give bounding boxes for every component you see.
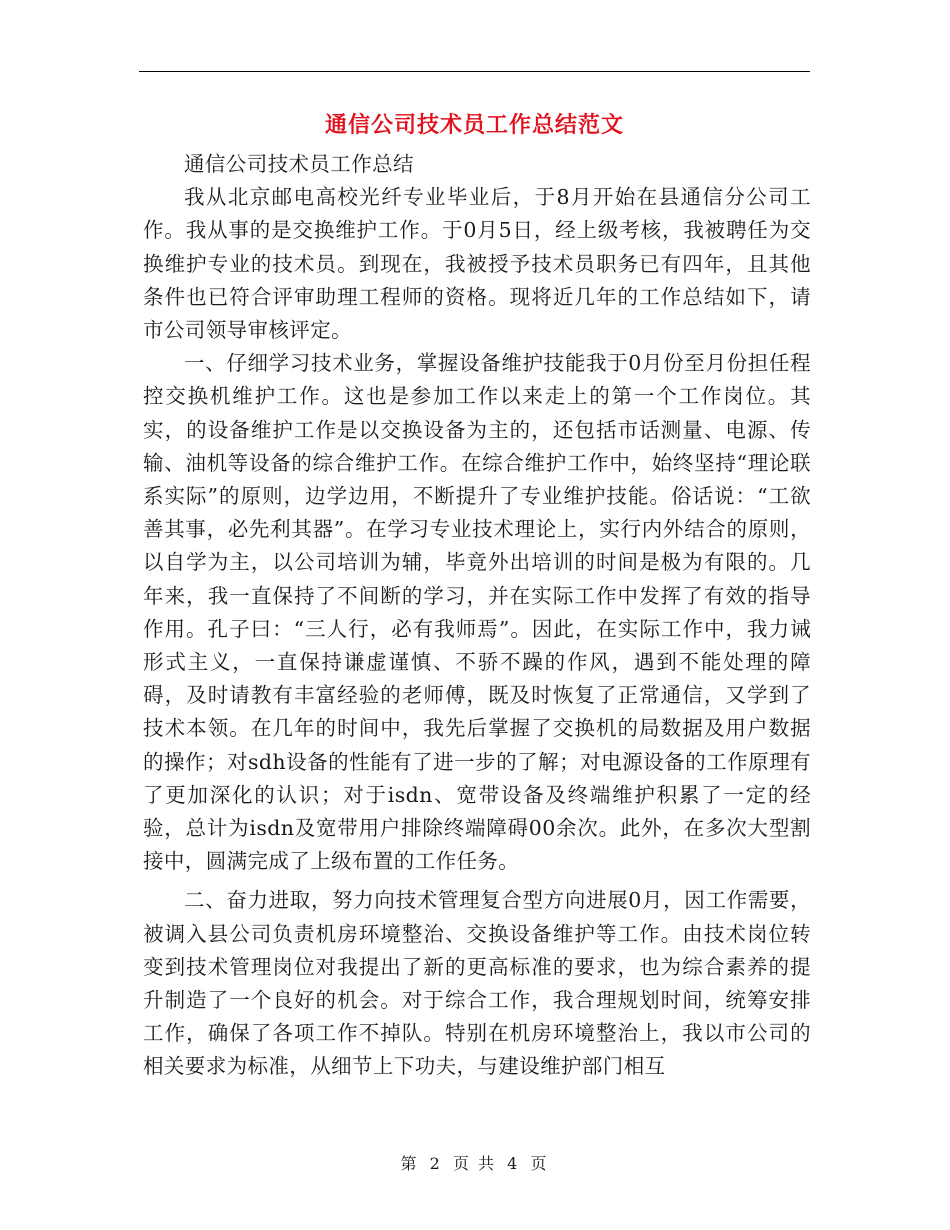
paragraph-section-one: 一、仔细学习技术业务，掌握设备维护技能我于0月份至月份担任程控交换机维护工作。这也是参加工作以来走上的第一个工作岗位。其实，的设备维护工作是以交换设备为主的，还包括市话测量、电源、传输、油机等设备的综合维护工作。在综合维护工作中，始终坚持“理论联系实际”的原则，边学边用，不断提升了专业维护技能。俗话说：“工欲善其事，必先利其器”。在学习专业技术理论上，实行内外结合的原则，以自学为主，以公司培训为辅，毕竟外出培训的时间是极为有限的。几年来，我一直保持了不间断的学习，并在实际工作中发挥了有效的指导作用。孔子曰：“三人行，必有我师焉”。因此，在实际工作中，我力诫形式主义，一直保持谦虚谨慎、不骄不躁的作风，遇到不能处理的障碍，及时请教有丰富经验的老师傅，既及时恢复了正常通信，又学到了技术本领。在几年的时间中，我先后掌握了交换机的局数据及用户数据的操作；对sdh设备的性能有了进一步的了解；对电源设备的工作原理有了更加深化的认识；对于isdn、宽带设备及终端维护积累了一定的经验，总计为isdn及宽带用户排除终端障碍00余次。此外，在多次大型割接中，圆满完成了上级布置的工作任务。 <box>143 351 811 874</box>
footer-page-word: 页 <box>452 1154 471 1173</box>
footer-current-page: 2 <box>429 1154 442 1173</box>
paragraph-intro: 我从北京邮电高校光纤专业毕业后，于8月开始在县通信分公司工作。我从事的是交换维护工作。于0月5日，经上级考核，我被聘任为交换维护专业的技术员。到现在，我被授予技术员职务已有四年，且其他条件也已符合评审助理工程师的资格。现将近几年的工作总结如下，请市公司领导审核评定。 <box>143 185 811 343</box>
document-subtitle: 通信公司技术员工作总结 <box>184 152 414 176</box>
footer-total-pages: 4 <box>507 1154 520 1173</box>
page-footer <box>139 1152 810 1176</box>
footer-suffix: 页 <box>530 1154 549 1173</box>
header-rule <box>139 71 810 72</box>
paragraph-section-two: 二、奋力进取，努力向技术管理复合型方向进展0月，因工作需要，被调入县公司负责机房环境整治、交换设备维护等工作。由技术岗位转变到技术管理岗位对我提出了新的更高标准的要求，也为综合素养的提升制造了一个良好的机会。对于综合工作，我合理规划时间，统筹安排工作，确保了各项工作不掉队。特别在机房环境整治上，我以市公司的相关要求为标准，从细节上下功夫，与建设维护部门相互 <box>143 888 811 1079</box>
footer-prefix: 第 <box>400 1154 419 1173</box>
footer-total-prefix: 共 <box>478 1154 497 1173</box>
document-body <box>143 148 811 1084</box>
document-title: 通信公司技术员工作总结范文 <box>324 113 624 138</box>
